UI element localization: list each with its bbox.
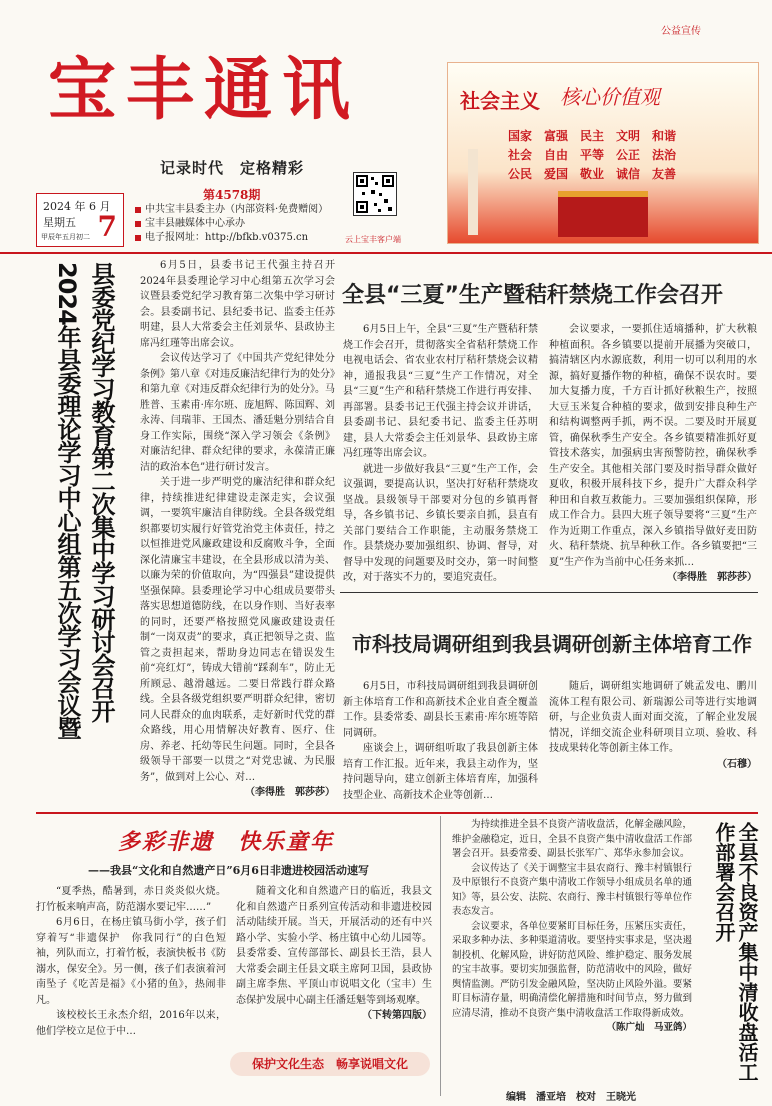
article-body <box>36 884 226 1039</box>
publisher-info <box>135 203 328 245</box>
article-body <box>549 679 757 772</box>
lead-headline-sub: 2024年县委理论学习中心组第五次学习会议暨 <box>53 262 81 739</box>
article-body <box>549 322 757 586</box>
column-divider <box>440 816 441 1096</box>
article-body <box>343 322 538 586</box>
editor-credit: 编辑 潘亚培 校对 王晓光 <box>506 1092 636 1103</box>
article-headline: 多彩非遗 快乐童年 <box>118 829 335 855</box>
article-body <box>343 679 538 803</box>
paragraph: 会议传达学习了《中国共产党纪律处分条例》第八章《对违反廉洁纪律行为的处分》和第九章《对违反群众纪律行为的处分》。马胜普、玉素甫·库尔班、庞旭辉、陈国辉、刘永涛、闫瑞菲、王国杰、潘廷魁分别结合自身工作实际，围绕“深入学习领会《条例》对廉洁纪律、群众纪律的要求，永葆清正廉洁的政治本色”进行研讨发言。 <box>140 353 335 473</box>
qr-code-icon[interactable] <box>353 172 397 216</box>
huabiao-pillar <box>468 149 478 235</box>
culture-logo: 保护文化生态 畅享说唱文化 <box>230 1052 430 1076</box>
values-row: 国家 富强 民主 文明 和谐 <box>508 129 677 143</box>
motto: 记录时代 定格精彩 <box>160 159 305 177</box>
paragraph: 座谈会上，调研组听取了我县创新主体培育工作汇报。近年来，我县主动作为，坚持问题导向，建立创新主体培育库，加强科技型企业、高新技术企业等创新… <box>343 743 538 801</box>
paragraph: 会议要求，一要抓住适墒播种，扩大秋粮种植面积。各乡镇要以提前开展播为突破口，搞清辖区内水源底数，利用一切可以利用的水源，搞好夏播作物的种植，确保不误农时。要加大复播力度，千方百计抓好秋粮生产，按照大豆玉米复合种植的要求，做到安排良种生产和结构调整两手抓，两不误。二要及时开展夏管，确保秋季生产安全。各乡镇要精准抓好夏管技术落实，加强病虫害预警防控，确保秋季生产安全。其他相关部门要及时指导群众做好夏收，积极开展科技下乡，提升广大群众科学种田和自救互救能力。三要加强组织保障，形成工作合力。县四大班子领导要将“三夏”生产作为近期工作重点，深入乡镇指导做好麦田防火、秸秆禁烧、抗旱种秋工作。各乡镇要把“三夏”生产作为当前中心任务来抓… <box>549 324 757 568</box>
paragraph: 6月6日，在杨庄镇马街小学，孩子们穿着写“非遗保护 你我同行”的白色短袖，列队而立，打着竹板，表演快板书《防溺水，保安全》。另一侧，孩子们表演着河南坠子《吃苦是福》《小猪的鱼》，热闹非凡。 <box>36 917 226 1006</box>
issue-number: 第4578期 <box>203 188 261 202</box>
byline: （陈广灿 马亚鸽） <box>606 1022 692 1033</box>
core-values-banner <box>447 62 759 244</box>
date-weekday: 星期五 <box>43 216 76 229</box>
article-headline: 市科技局调研组到我县调研创新主体培育工作 <box>352 632 752 656</box>
qr-caption: 云上宝丰客户端 <box>345 235 401 244</box>
continued-note: （下转第四版） <box>362 1010 432 1021</box>
newspaper-masthead: 宝丰通讯 <box>48 50 361 130</box>
byline: （李得胜 郭莎莎） <box>245 787 335 798</box>
date-lunar: 甲辰年五月初二 <box>41 233 90 241</box>
values-row: 社会 自由 平等 公正 法治 <box>508 148 677 162</box>
tiananmen-illustration <box>558 191 648 237</box>
publisher-line: 中共宝丰县委主办（内部资料·免费赠阅） <box>145 204 329 215</box>
paragraph: “夏季热，酷暑到，赤日炎炎似火烧。打竹板来响声高，防范溺水要记牢……” <box>36 886 226 913</box>
values-row: 公民 爱国 敬业 诚信 友善 <box>508 167 677 181</box>
paragraph: 随着文化和自然遗产日的临近，我县文化和自然遗产日系列宣传活动和非遗进校园活动陆续开展。当天，开展活动的还有中兴路小学、实验小学、杨庄镇中心幼儿园等。县委常委、宣传部部长、副县长王浩，县人大常委会副主任县文联主席阿卫国，县政协副主席李焦、平顶山市说唱文化（宝丰）生态保护发展中心副主任潘廷魁等到场观摩。 <box>236 886 432 1006</box>
paragraph: 关于进一步严明党的廉洁纪律和群众纪律，持续推进纪律建设走深走实，会议强调，一要筑牢廉洁自律防线。全县各级党组织都要切实履行好管党治党主体责任，持之以恒推进党风廉政建设和反腐败斗争，全面深化清廉宝丰建设，在全县形成以清为美、以廉为荣的价值取向，为“四强县”建设提供坚强保障。县委理论学习中心组成员要带头落实思想道德防线，在以身作则、当好表率的同时，还要严格按照党风廉政建设责任制“一岗双责”的要求，真正把领导之责、监管之责担起来，帮助身边同志在错误发生前“亮红灯”，铸成大错前“踩刹车”，防止无所顾忌、越滑越远。二要日常践行群众路线。全县各级党组织要严明群众纪律，密切同人民群众的血肉联系，走好新时代党的群众路线，用心用情解决好教育、医疗、住房、养老、托幼等民生问题。同时，全县各级领导干部要一以贯之“对党忠诚、为民服务”，做到对上公心、对… <box>140 477 335 783</box>
article-body <box>236 884 432 1024</box>
paragraph: 随后，调研组实地调研了姚孟发电、鹏川流体工程有限公司、新瑞源公司等进行实地调研，与企业负责人面对面交流，了解企业发展情况，详细交流企业科研项目立项、验收、科技成果转化等创新主体工作。 <box>549 681 757 754</box>
paragraph: 6月5日，市科技局调研组到我县调研创新主体培育工作和高新技术企业自查全覆盖工作。县委常委、副县长玉素甫·库尔班等陪同调研。 <box>343 681 538 739</box>
section-divider <box>36 812 758 814</box>
article-headline: 全县“三夏”生产暨秸秆禁烧工作会召开 <box>342 283 723 308</box>
paragraph: 就进一步做好我县“三夏”生产工作，会议强调，要提高认识，坚决打好秸秆禁烧攻坚战。县级领导干部要对分包的乡镇再督导，各乡镇书记、乡镇长要亲自抓，县直有关部门要结合工作职能，主动服务禁烧工作。县禁烧办要加强组织、协调、督导，对督导中发现的问题要及时交办，第一时间整改，对于落实不力的，要追究责任。 <box>343 463 538 583</box>
paragraph: 会议要求，各单位要紧盯目标任务，压紧压实责任，采取多种办法、多种渠道清收。要坚持实事求是，坚决遏制投机、化解风险，讲好防范风险、维护稳定、服务发展的宝丰故事。要切实加强监督，防范清收中的风险，做好舆情监测。严防引发金融风险，坚决防止风险外溢。要紧盯目标清存量，明确清偿化解措施和时间节点，努力做到应清尽清，推动不良资产集中清收盘活工作取得新成效。 <box>452 920 692 1019</box>
banner-core: 核心价值观 <box>560 85 660 109</box>
article-divider <box>340 592 758 593</box>
date-year-month: 2024 年 6 月 <box>43 200 111 213</box>
article-body <box>452 818 692 1036</box>
paragraph: 6月5日上午，全县“三夏”生产暨秸秆禁烧工作会召开，贯彻落实全省秸秆禁烧工作电视电话会、省农业农村厅秸秆禁烧会议精神，通报我县“三夏”生产工作情况，对全县“三夏”生产和秸秆禁烧工作进行再安排、再部署。县委书记王代强主持会议并讲话，县委副书记、县纪委书记、监委主任苏明建，县人大常委会主任刘景华、县政协主席冯红瑾等出席会议。 <box>343 324 538 459</box>
publisher-line: 宝丰县融媒体中心承办 <box>145 218 245 229</box>
date-box <box>36 193 124 247</box>
lead-headline-main: 县委党纪学习教育第二次集中学习研讨会召开 <box>87 262 115 722</box>
website-link[interactable]: 电子报网址：http://bfkb.v0375.cn <box>145 232 309 243</box>
paragraph: 6月5日，县委书记王代强主持召开2024年县委理论学习中心组第五次学习会议暨县委党纪学习教育第二次集中学习研讨会。县委副书记、县纪委书记、监委主任苏明建，县人大常委会主任刘景华、县政协主席冯红瑾等出席会议。 <box>140 260 335 349</box>
article-subtitle: ——我县“文化和自然遗产日”6月6日非遗进校园活动速写 <box>88 864 369 877</box>
paragraph: 为持续推进全县不良资产清收盘活，化解金融风险，维护金融稳定，近日，全县不良资产集中清收盘活工作部署会召开。县委常委、副县长张军广、郑华永参加会议。 <box>452 819 692 859</box>
paragraph: 该校校长王永杰介绍，2016年以来，他们学校立足位于中… <box>36 1010 226 1037</box>
date-day: 7 <box>97 210 117 243</box>
banner-title: 社会主义 <box>460 89 540 113</box>
byline: （石穆） <box>717 758 757 770</box>
article-headline-vertical: 全县不良资产集中清收盘活工作部署会召开 <box>712 822 759 1082</box>
public-notice-tag: 公益宣传 <box>661 26 701 37</box>
lead-article-body <box>140 258 335 801</box>
byline: （李得胜 郭莎莎） <box>667 572 757 583</box>
header-divider <box>0 252 772 254</box>
paragraph: 会议传达了《关于调整宝丰县农商行、豫丰村镇银行及中原银行不良资产集中清收工作领导小组成员名单的通知》等，县公安、法院、农商行、豫丰村镇银行等单位作表态发言。 <box>452 862 692 917</box>
